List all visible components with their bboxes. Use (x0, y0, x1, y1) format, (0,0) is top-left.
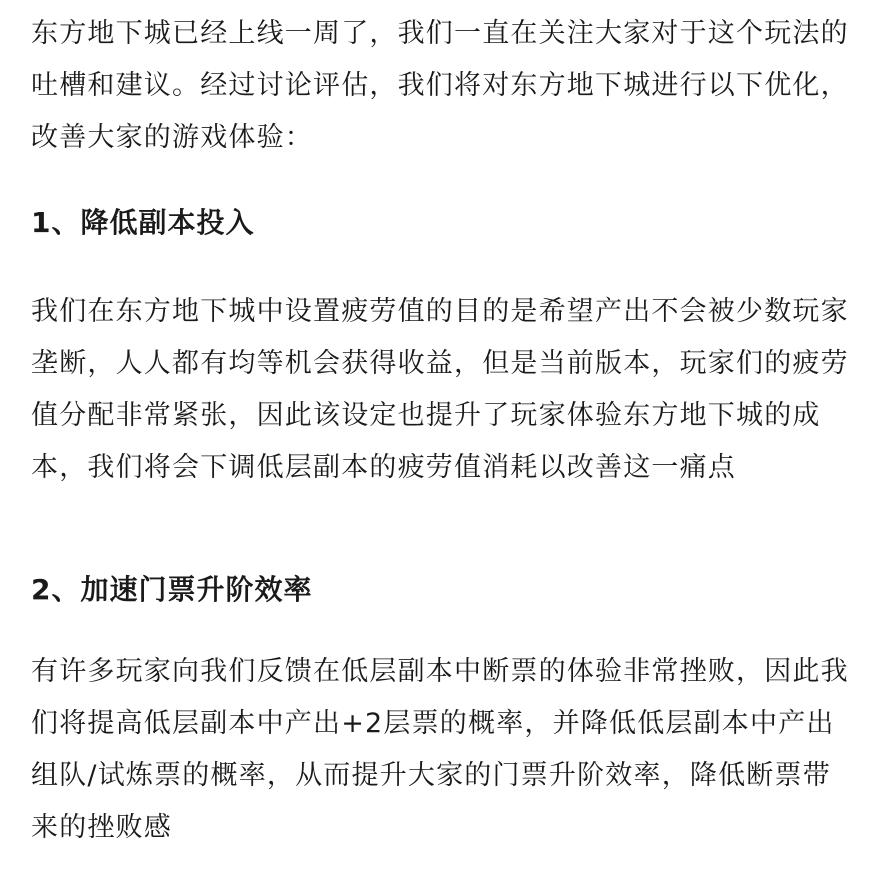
section-heading-2: 2、加速门票升阶效率 (31, 573, 313, 606)
section-heading-1: 1、降低副本投入 (31, 206, 255, 239)
intro-paragraph: 东方地下城已经上线一周了，我们一直在关注大家对于这个玩法的吐槽和建议。经过讨论评估，我们将对东方地下城进行以下优化，改善大家的游戏体验： (31, 18, 849, 153)
section-body-2: 有许多玩家向我们反馈在低层副本中断票的体验非常挫败，因此我们将提高低层副本中产出+2层票的概率，并降低低层副本中产出组队/试炼票的概率，从而提升大家的门票升阶效率，降低断票带来的挫败感 (31, 656, 849, 843)
section-body-1: 我们在东方地下城中设置疲劳值的目的是希望产出不会被少数玩家垄断，人人都有均等机会获得收益，但是当前版本，玩家们的疲劳值分配非常紧张，因此该设定也提升了玩家体验东方地下城的成本，我们将会下调低层副本的疲劳值消耗以改善这一痛点 (31, 296, 849, 483)
